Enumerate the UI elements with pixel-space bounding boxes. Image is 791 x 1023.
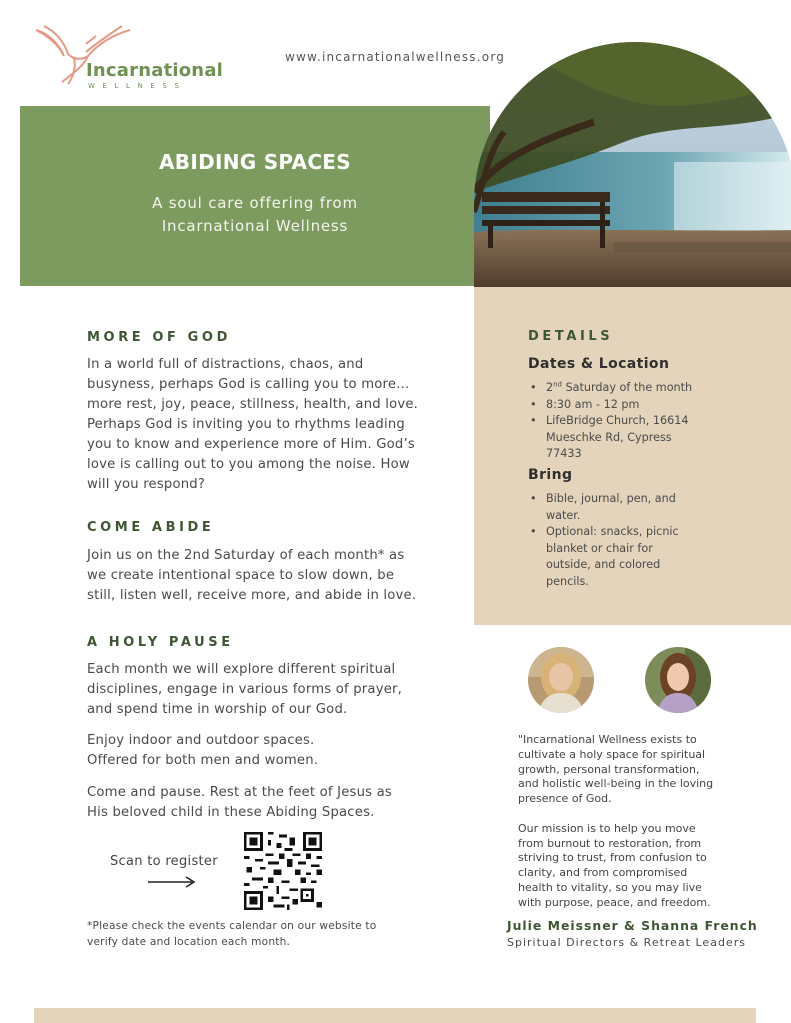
hero-subtitle-line: Incarnational Wellness [161,217,349,235]
dates-location-heading: Dates & Location [528,356,670,372]
lake-bench-photo [474,42,791,287]
dates-location-list [528,380,778,463]
list-item: • 8:30 am - 12 pm [528,397,778,414]
logo [30,22,224,94]
mission-quote: "Incarnational Wellness exists to cultivate a holy space for spiritual growth, personal transformation, and holistic well-being in the loving presence of God. Our mission is to help you move from burnout to restoration, from striving to trust, from confusion to clarity, and from compromised health to vitality, so you may live with purpose, peace, and freedom. [518,733,714,909]
list-item: • 2nd Saturday of the month [528,380,778,397]
scan-to-register-label: Scan to register [110,854,218,869]
list-item: • LifeBridge Church, 16614 Mueschke Rd, Cypress 77433 [528,413,778,463]
lake-bench-image [474,42,791,287]
bring-list [528,491,778,590]
come-abide-paragraph: Join us on the 2nd Saturday of each month* as we create intentional space to slow down, be still, listen well, receive more, and abide in love. [87,548,417,603]
section-heading-more-of-god: MORE OF GOD [87,330,231,345]
section-heading-holy-pause: A HOLY PAUSE [87,635,234,650]
leader-names: Julie Meissner & Shanna French [507,918,758,933]
more-of-god-paragraph: In a world full of distractions, chaos, and busyness, perhaps God is calling you to more… more rest, joy, peace, stillness, health, and love. Perhaps God is inviting you to rhythms leading you to know and experience more of Him. God’s love is calling out to you among the noise. How will you respond? [87,357,419,492]
leader-roles: Spiritual Directors & Retreat Leaders [507,936,746,949]
registration-qr-code[interactable] [244,832,322,910]
hero-title: ABIDING SPACES [159,150,351,174]
logo-subtitle: WELLNESS [88,82,187,90]
bring-heading: Bring [528,467,573,483]
logo-wordmark: Incarnational [86,60,224,81]
arrow-right-icon [148,876,198,888]
holy-pause-paragraph-2: Enjoy indoor and outdoor spaces. Offered for both men and women. [87,733,319,768]
holy-pause-paragraph-3: Come and pause. Rest at the feet of Jesus as His beloved child in these Abiding Spaces. [87,785,392,820]
website-url: www.incarnationalwellness.org [285,50,506,64]
list-item: • Optional: snacks, picnic blanket or chair for outside, and colored pencils. [528,524,778,590]
details-heading: DETAILS [528,329,614,344]
list-item: • Bible, journal, pen, and water. [528,491,778,524]
footer-bar [34,1008,756,1023]
events-calendar-note: *Please check the events calendar on our website to verify date and location each month. [87,920,377,948]
hero-subtitle [20,192,490,238]
avatar-shanna-french [645,647,711,713]
avatar-julie-meissner [528,647,594,713]
hero-subtitle-line: A soul care offering from [152,194,358,212]
section-heading-come-abide: COME ABIDE [87,520,215,535]
holy-pause-paragraph-1: Each month we will explore different spiritual disciplines, engage in various forms of prayer, and spend time in worship of our God. [87,662,403,717]
